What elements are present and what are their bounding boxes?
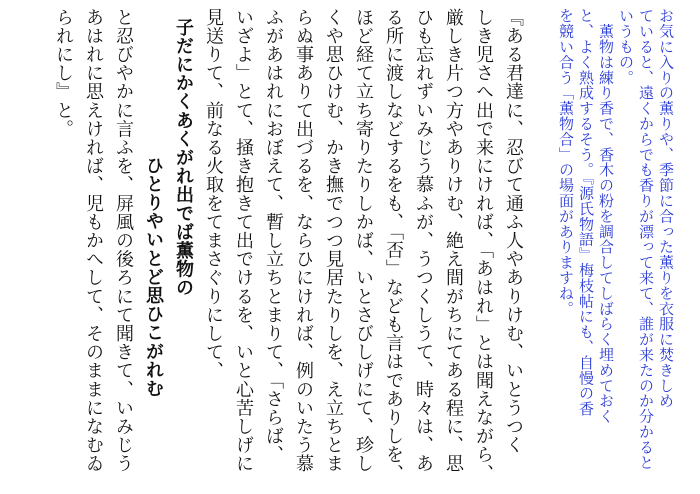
- text-line: 『ある君達に、忍びて通ふ人やありけむ、いとうつく: [503, 8, 524, 455]
- commentary-block: [516, 8, 676, 486]
- text-line: あはれに思えければ、児もかへして、そのままになむゐ: [83, 8, 104, 473]
- text-line: ふがあはれにおぼえて、暫し立ちとまりて、「さらば、: [263, 8, 284, 464]
- text-line: ひも忘れずいみじう慕ふが、うつくしうて、時々は、あ: [413, 8, 434, 473]
- text-line: る所に渡しなどするをも、「否」なども言はでありしを、: [383, 8, 404, 483]
- text-line: くや思ひけむ、かき撫でつつ見居たりしを、え立ちとま: [323, 8, 344, 473]
- text-line: 見送りて、前なる火取をてまさぐりにして、: [203, 8, 224, 380]
- commentary-line: お気に入りの薫りや、季節に合った薫りを衣服に焚きしめ: [657, 8, 675, 409]
- text-line: いざよ」とて、掻き抱きて出でけるを、いと心苦しげに: [233, 8, 254, 473]
- commentary-line: ていると、遠くからでも香りが漂って来て、誰が来たのか分かると: [637, 8, 655, 470]
- text-line: らぬ事ありて出づるを、ならひにければ、例のいたう慕: [293, 8, 314, 473]
- text-line: と忍びやかに言ふを、屏風の後ろにて聞きて、いみじう: [113, 8, 134, 473]
- commentary-line: と、よく熟成するそう。『源氏物語』梅枝帖にも、自慢の香: [577, 8, 595, 417]
- text-line: 厳しき片つ方やありけむ、絶え間がちにてある程に、思: [443, 8, 464, 473]
- classical-text: [8, 8, 528, 486]
- text-line: しき児さへ出で来にければ、「あはれ」とは聞えながら、: [473, 8, 494, 483]
- commentary-line: 薫物は練り香で、香木の粉を調合してしばらく埋めておく: [597, 8, 615, 424]
- commentary-line: いうもの。: [617, 8, 635, 85]
- poem-line-upper: 子だにかくあくがれ出でば薫物の: [173, 18, 194, 297]
- text-line: られにし』と。: [53, 8, 74, 139]
- text-line: ほど経て立ち寄りたりしかば、いとさびしげにて、珍し: [353, 8, 374, 473]
- commentary-line: を競い合う「薫物合」の場面がありますね。: [557, 8, 575, 316]
- poem-line-lower: ひとりやいとど思ひこがれむ: [143, 156, 164, 398]
